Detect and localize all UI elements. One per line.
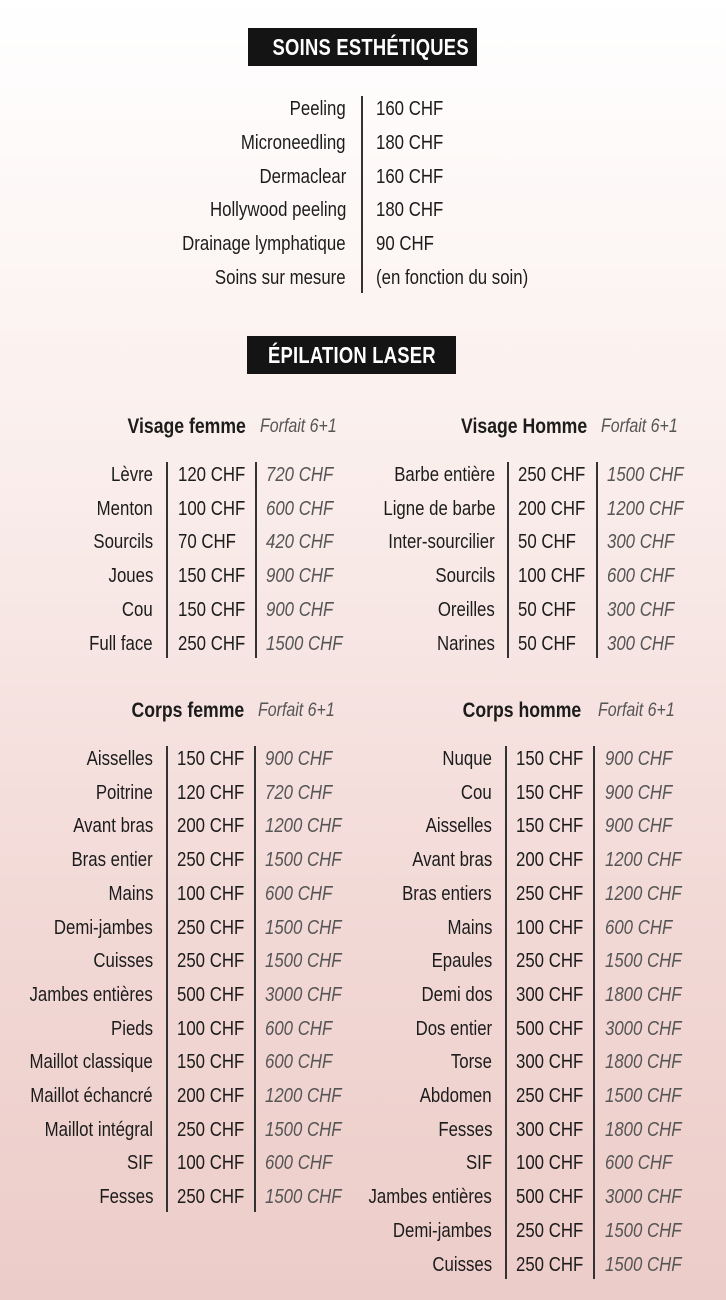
- price-row: [0, 776, 726, 810]
- service-price: 160 CHF: [376, 98, 444, 120]
- forfait-price: 1500 CHF: [605, 950, 682, 973]
- service-name: Bras entier: [71, 849, 153, 872]
- forfait-price: 720 CHF: [266, 464, 334, 486]
- price-row: [0, 1012, 726, 1046]
- service-name: Demi dos: [421, 983, 492, 1006]
- service-name: Sourcils: [435, 565, 495, 588]
- forfait-price: 600 CHF: [605, 1152, 673, 1175]
- price-row: [0, 1180, 726, 1214]
- service-price: 120 CHF: [178, 464, 246, 486]
- service-name: Maillot intégral: [44, 1118, 153, 1141]
- service-price: 100 CHF: [177, 1017, 245, 1040]
- forfait-price: 3000 CHF: [605, 1017, 682, 1040]
- service-price: 300 CHF: [516, 1051, 584, 1074]
- forfait-price: 1200 CHF: [265, 1085, 342, 1107]
- service-name: Joues: [108, 565, 153, 588]
- service-name: Demi-jambes: [54, 916, 153, 939]
- service-price: 250 CHF: [516, 1253, 584, 1276]
- service-name: Epaules: [431, 950, 492, 973]
- price-row: [0, 944, 726, 978]
- service-name: Oreilles: [438, 598, 495, 621]
- service-price: 150 CHF: [516, 748, 584, 770]
- service-price: 50 CHF: [518, 632, 576, 655]
- service-price: 200 CHF: [518, 497, 586, 520]
- service-price: 150 CHF: [177, 748, 245, 770]
- price-row: [0, 742, 726, 776]
- service-name: Cuisses: [93, 950, 153, 973]
- epilation-laser-banner: [247, 336, 456, 374]
- service-price: 100 CHF: [518, 565, 586, 588]
- forfait-divider-line: [593, 746, 595, 1279]
- price-row: [0, 492, 726, 526]
- price-row: [0, 1079, 726, 1113]
- price-row: [0, 1113, 726, 1147]
- service-price: 120 CHF: [177, 781, 245, 804]
- service-name: Cou: [461, 781, 492, 804]
- service-price: 180 CHF: [376, 199, 444, 222]
- forfait-price: 420 CHF: [266, 531, 334, 554]
- service-price: 150 CHF: [516, 781, 584, 804]
- service-name: Avant bras: [72, 815, 153, 838]
- service-name: Pieds: [110, 1017, 153, 1040]
- service-name: Abdomen: [420, 1085, 492, 1107]
- forfait-price: 1500 CHF: [265, 849, 342, 872]
- price-row: [0, 92, 726, 126]
- service-price: 180 CHF: [376, 131, 444, 154]
- forfait-price: 900 CHF: [605, 748, 673, 770]
- price-row: [0, 193, 726, 227]
- price-row: [0, 911, 726, 945]
- forfait-price: 900 CHF: [265, 748, 333, 770]
- forfait-price: 1500 CHF: [605, 1085, 682, 1107]
- price-divider-line: [361, 96, 363, 293]
- forfait-price: 1500 CHF: [265, 916, 342, 939]
- service-price: 250 CHF: [516, 882, 584, 905]
- service-name: Full face: [89, 632, 153, 655]
- soins-esthetiques-title: SOINS ESTHÉTIQUES: [272, 34, 469, 60]
- forfait-price: 600 CHF: [607, 565, 675, 588]
- service-price: 300 CHF: [516, 1118, 584, 1141]
- service-name: Microneedling: [241, 131, 346, 154]
- service-price: 100 CHF: [516, 916, 584, 939]
- visage-homme-title: Visage Homme: [460, 415, 587, 438]
- forfait-price: 900 CHF: [266, 565, 334, 588]
- forfait-price: 600 CHF: [265, 1017, 333, 1040]
- price-row: [0, 593, 726, 627]
- corps-homme-title: Corps homme: [462, 699, 581, 722]
- forfait-price: 1500 CHF: [265, 1118, 342, 1141]
- service-name: Menton: [96, 497, 153, 520]
- price-divider-line: [507, 462, 509, 658]
- service-name: Nuque: [442, 748, 492, 770]
- forfait-price: 1200 CHF: [265, 815, 342, 838]
- price-row: [0, 559, 726, 593]
- service-name: Poitrine: [96, 781, 153, 804]
- price-row: [0, 458, 726, 492]
- service-price: 250 CHF: [177, 916, 245, 939]
- forfait-price: 1500 CHF: [607, 464, 684, 486]
- forfait-price: 300 CHF: [607, 598, 675, 621]
- forfait-price: 1800 CHF: [605, 1118, 682, 1141]
- forfait-price: 300 CHF: [607, 632, 675, 655]
- service-name: Lèvre: [110, 464, 153, 486]
- price-row: [0, 627, 726, 661]
- visage-homme-forfait: Forfait 6+1: [601, 416, 678, 437]
- price-row: [0, 261, 726, 295]
- price-row: [0, 1248, 726, 1282]
- forfait-divider-line: [596, 462, 598, 658]
- service-name: Narines: [437, 632, 495, 655]
- price-divider-line: [505, 746, 507, 1279]
- forfait-price: 600 CHF: [605, 916, 673, 939]
- service-name: Avant bras: [411, 849, 492, 872]
- corps-homme-forfait: Forfait 6+1: [598, 700, 675, 721]
- forfait-price: 1200 CHF: [605, 849, 682, 872]
- service-name: Ligne de barbe: [382, 497, 495, 520]
- service-name: Inter-sourcilier: [388, 531, 495, 554]
- service-price: 70 CHF: [178, 531, 236, 554]
- service-price: 50 CHF: [518, 598, 576, 621]
- visage-homme-heading: [0, 410, 726, 444]
- service-price: 50 CHF: [518, 531, 576, 554]
- forfait-price: 720 CHF: [265, 781, 333, 804]
- service-name: Fesses: [437, 1118, 492, 1141]
- forfait-price: 900 CHF: [605, 781, 673, 804]
- price-row: [0, 227, 726, 261]
- forfait-price: 300 CHF: [607, 531, 675, 554]
- forfait-price: 1500 CHF: [605, 1219, 682, 1242]
- service-name: Cuisses: [432, 1253, 492, 1276]
- service-name: Aisselles: [425, 815, 492, 838]
- service-name: Drainage lymphatique: [182, 233, 346, 256]
- service-price: 150 CHF: [516, 815, 584, 838]
- service-name: SIF: [465, 1152, 492, 1175]
- service-name: Cou: [122, 598, 153, 621]
- service-price: 250 CHF: [177, 849, 245, 872]
- price-row: [0, 525, 726, 559]
- service-price: 250 CHF: [178, 632, 246, 655]
- service-price: 90 CHF: [376, 233, 434, 256]
- service-name: Soins sur mesure: [215, 267, 346, 289]
- soins-esthetiques-banner: [248, 28, 477, 66]
- price-row: [0, 1146, 726, 1180]
- service-price: 300 CHF: [516, 983, 584, 1006]
- forfait-price: 1500 CHF: [266, 632, 343, 655]
- service-price: 250 CHF: [516, 1085, 584, 1107]
- forfait-price: 1800 CHF: [605, 1051, 682, 1074]
- service-price: 100 CHF: [178, 497, 246, 520]
- forfait-price: 600 CHF: [266, 497, 334, 520]
- price-row: [0, 978, 726, 1012]
- price-row: [0, 1045, 726, 1079]
- service-price: 250 CHF: [177, 1186, 245, 1209]
- forfait-price: 1500 CHF: [605, 1253, 682, 1276]
- corps-femme-forfait: Forfait 6+1: [258, 700, 335, 721]
- price-row: [0, 843, 726, 877]
- corps-homme-heading: [0, 694, 726, 728]
- service-name: Demi-jambes: [393, 1219, 492, 1242]
- service-price: (en fonction du soin): [376, 267, 529, 289]
- price-row: [0, 1214, 726, 1248]
- service-price: 250 CHF: [516, 1219, 584, 1242]
- service-name: Bras entiers: [402, 882, 492, 905]
- service-price: 200 CHF: [516, 849, 584, 872]
- service-name: Hollywood peeling: [209, 199, 346, 222]
- service-price: 200 CHF: [177, 1085, 245, 1107]
- forfait-price: 900 CHF: [605, 815, 673, 838]
- forfait-price: 900 CHF: [266, 598, 334, 621]
- service-price: 200 CHF: [177, 815, 245, 838]
- service-name: Maillot échancré: [30, 1085, 153, 1107]
- service-name: Peeling: [289, 98, 346, 120]
- visage-femme-forfait: Forfait 6+1: [260, 416, 337, 437]
- service-price: 150 CHF: [177, 1051, 245, 1074]
- service-name: Maillot classique: [29, 1051, 153, 1074]
- service-name: Dos entier: [415, 1017, 492, 1040]
- forfait-price: 3000 CHF: [265, 983, 342, 1006]
- corps-femme-title: Corps femme: [131, 699, 244, 722]
- service-name: Barbe entière: [394, 464, 495, 486]
- price-row: [0, 126, 726, 160]
- forfait-price: 1200 CHF: [605, 882, 682, 905]
- visage-femme-title: Visage femme: [127, 415, 246, 438]
- service-name: SIF: [126, 1152, 153, 1175]
- service-price: 500 CHF: [516, 1017, 584, 1040]
- forfait-price: 1200 CHF: [607, 497, 684, 520]
- service-name: Jambes entières: [29, 983, 153, 1006]
- forfait-price: 1800 CHF: [605, 983, 682, 1006]
- service-price: 100 CHF: [177, 882, 245, 905]
- price-row: [0, 809, 726, 843]
- service-name: Dermaclear: [259, 165, 346, 188]
- forfait-price: 1500 CHF: [265, 950, 342, 973]
- forfait-price: 600 CHF: [265, 1051, 333, 1074]
- service-price: 500 CHF: [177, 983, 245, 1006]
- forfait-price: 1500 CHF: [265, 1186, 342, 1209]
- service-price: 100 CHF: [177, 1152, 245, 1175]
- service-price: 250 CHF: [177, 1118, 245, 1141]
- service-price: 150 CHF: [178, 565, 246, 588]
- service-price: 250 CHF: [518, 464, 586, 486]
- forfait-price: 600 CHF: [265, 1152, 333, 1175]
- service-price: 250 CHF: [516, 950, 584, 973]
- service-name: Aisselles: [86, 748, 153, 770]
- forfait-price: 600 CHF: [265, 882, 333, 905]
- service-price: 150 CHF: [178, 598, 246, 621]
- service-price: 160 CHF: [376, 165, 444, 188]
- service-name: Mains: [108, 882, 153, 905]
- service-price: 250 CHF: [177, 950, 245, 973]
- service-name: Sourcils: [93, 531, 153, 554]
- service-price: 500 CHF: [516, 1186, 584, 1209]
- price-row: [0, 160, 726, 194]
- forfait-price: 3000 CHF: [605, 1186, 682, 1209]
- service-name: Jambes entières: [368, 1186, 492, 1209]
- price-row: [0, 877, 726, 911]
- epilation-laser-title: ÉPILATION LASER: [267, 342, 436, 368]
- service-name: Fesses: [98, 1186, 153, 1209]
- service-price: 100 CHF: [516, 1152, 584, 1175]
- service-name: Torse: [450, 1051, 492, 1074]
- service-name: Mains: [447, 916, 492, 939]
